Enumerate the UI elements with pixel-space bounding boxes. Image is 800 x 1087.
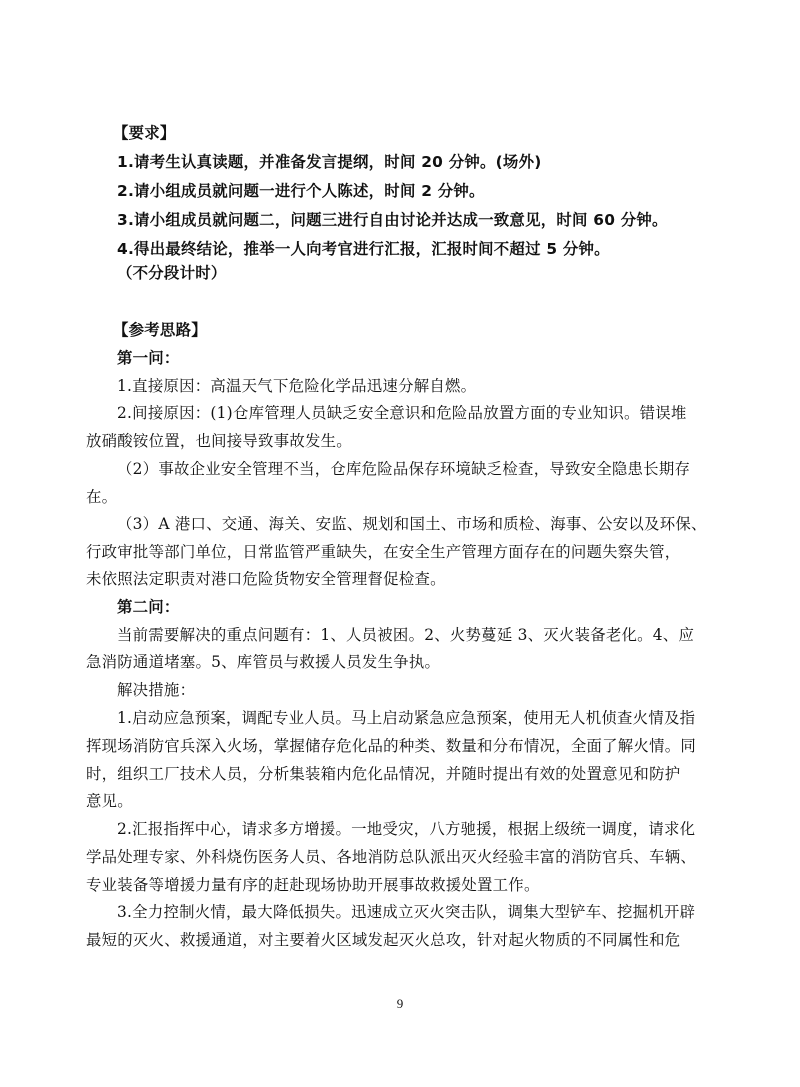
q2-line: 学品处理专家、外科烧伤医务人员、各地消防总队派出灭火经验丰富的消防官兵、车辆、 [86, 848, 696, 866]
q2-line: 当前需要解决的重点问题有：1、人员被困。2、火势蔓延 3、灭火装备老化。4、应 [117, 626, 695, 644]
q2-line: 专业装备等增援力量有序的赶赴现场协助开展事故救援处置工作。 [86, 876, 540, 894]
reference-heading: 【参考思路】 [113, 321, 207, 339]
requirement-item-4: 4.得出最终结论，推举一人向考官进行汇报，汇报时间不超过 5 分钟。 [117, 240, 610, 258]
q2-line: 1.启动应急预案，调配专业人员。马上启动紧急应急预案，使用无人机侦查火情及指 [117, 709, 696, 727]
q1-line: （3）A 港口、交通、海关、安监、规划和国土、市场和质检、海事、公安以及环保、 [117, 515, 707, 533]
question-2-heading: 第二问： [117, 598, 180, 616]
requirement-item-1: 1.请考生认真读题，并准备发言提纲，时间 20 分钟。(场外) [117, 153, 542, 171]
q2-line: 最短的灭火、救援通道，对主要着火区域发起灭火总攻，针对起火物质的不同属性和危 [86, 931, 681, 949]
q2-line: 2.汇报指挥中心，请求多方增援。一地受灾，八方驰援，根据上级统一调度，请求化 [117, 820, 696, 838]
q2-line: 时，组织工厂技术人员，分析集装箱内危化品情况，并随时提出有效的处置意见和防护 [86, 765, 681, 783]
q2-line: 3.全力控制火情，最大降低损失。迅速成立灭火突击队，调集大型铲车、挖掘机开辟 [117, 903, 696, 921]
requirements-heading: 【要求】 [113, 124, 176, 142]
q1-line: 2.间接原因：(1)仓库管理人员缺乏安全意识和危险品放置方面的专业知识。错误堆 [117, 404, 687, 422]
q2-line: 急消防通道堵塞。5、库管员与救援人员发生争执。 [86, 653, 441, 671]
q1-line: 行政审批等部门单位，日常监管严重缺失，在安全生产管理方面存在的问题失察失管， [86, 543, 681, 561]
page-number: 9 [396, 996, 404, 1011]
question-1-heading: 第一问： [117, 349, 180, 367]
q1-line: 放硝酸铵位置，也间接导致事故发生。 [86, 432, 352, 450]
q1-line: 未依照法定职责对港口危险货物安全管理督促检查。 [86, 570, 446, 588]
requirement-note: （不分段计时） [117, 264, 227, 282]
q1-line: 在。 [86, 488, 118, 506]
requirement-item-2: 2.请小组成员就问题一进行个人陈述，时间 2 分钟。 [117, 182, 485, 200]
q1-line: （2）事故企业安全管理不当，仓库危险品保存环境缺乏检查，导致安全隐患长期存 [117, 460, 691, 478]
q1-line: 1.直接原因：高温天气下危险化学品迅速分解自燃。 [117, 377, 477, 395]
requirement-item-3: 3.请小组成员就问题二，问题三进行自由讨论并达成一致意见，时间 60 分钟。 [117, 211, 668, 229]
q2-line: 意见。 [86, 792, 133, 810]
q2-line: 解决措施： [117, 681, 196, 699]
q2-line: 挥现场消防官兵深入火场，掌握储存危化品的种类、数量和分布情况，全面了解火情。同 [86, 737, 696, 755]
